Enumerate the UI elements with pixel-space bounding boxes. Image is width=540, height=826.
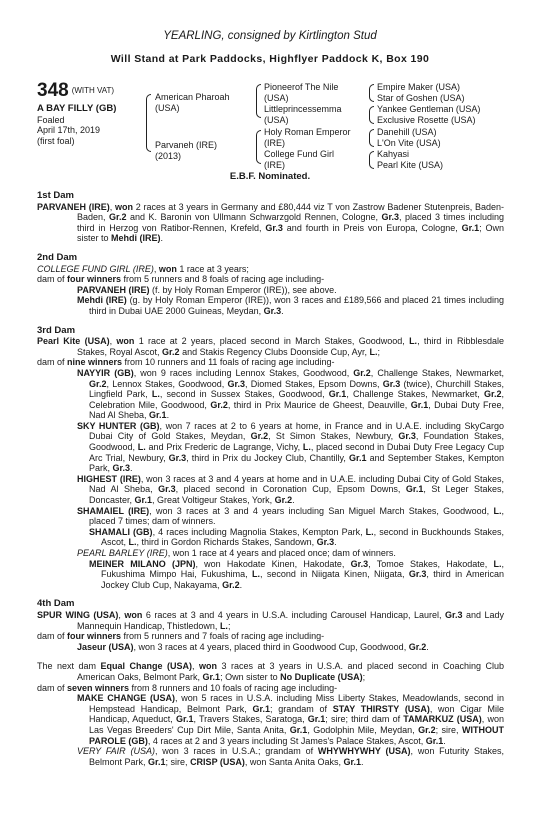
second-dam-produce: dam of four winners from 5 runners and 8 foals of racing age including- (37, 274, 325, 285)
pedigree-brace (146, 94, 151, 152)
lot-number (37, 81, 157, 101)
lot-info (37, 81, 157, 146)
second-dam-mehdi: Mehdi (IRE) (g. by Holy Roman Emperor (IRE)), won 3 races and £189,566 and placed 21 times including third in Dubai UAE 2000 Guineas, Meydan, Gr.3. (77, 295, 504, 316)
foaled-date: April 17th, 2019 (37, 125, 101, 135)
third-dam-title: 3rd Dam (37, 324, 76, 336)
next-dam-very-fair: VERY FAIR (USA), won 3 races in U.S.A.; grandam of WHYWHYWHY (USA), won Futurity Stakes, Belmont Park, Gr.1; sire, CRISP (USA), won Santa Anita Oaks, Gr.1. (77, 746, 504, 767)
sire-name: American Pharoah (155, 92, 230, 102)
fourth-dam-text: SPUR WING (USA), won 6 races at 3 and 4 years in U.S.A. including Carousel Handicap, Laurel, Gr.3 and Lady Mannequin Handicap, Thistledown, L.; (37, 609, 504, 631)
next-dam-produce: dam of seven winners from 8 runners and 10 foals of racing age including- (37, 682, 338, 693)
gen3-dam-dam (377, 149, 443, 170)
dam-dam-line2: (IRE) (264, 159, 285, 170)
stand-location: Will Stand at Park Paddocks, Highflyer Paddock K, Box 190 (110, 53, 430, 65)
dam-year: (2013) (155, 150, 182, 161)
sd-brace (369, 106, 374, 124)
ds-brace (369, 129, 374, 147)
sdd: Exclusive Rosette (USA) (377, 114, 476, 125)
sire-dam-line2: (USA) (264, 114, 289, 125)
dam-dam (264, 149, 334, 170)
next-dam-text: The next dam Equal Change (USA), won 3 races at 3 years in U.S.A. and placed second in Coaching Club American Oaks, Belmont Park, Gr.1; Own sister to No Duplicate (USA); (37, 661, 504, 682)
second-dam-parvaneh: PARVANEH (IRE) (f. by Holy Roman Emperor (IRE)), see above. (77, 284, 337, 295)
lot-sex: A BAY FILLY (GB) (37, 103, 117, 114)
ssd: Star of Goshen (USA) (377, 92, 465, 103)
dam-sire (264, 127, 351, 148)
sire-sire-line1: Pioneerof The Nile (264, 82, 339, 92)
gen3-dam-sire (377, 127, 441, 148)
fourth-dam-jaseur: Jaseur (USA), won 3 races at 4 years, placed third in Goodwood Cup, Goodwood, Gr.2. (77, 641, 429, 652)
gen3-sire-dam (377, 104, 480, 125)
third-dam-sky-hunter: SKY HUNTER (GB), won 7 races at 2 to 6 years at home, in France and in U.A.E. including SkyCargo Dubai City of Gold Stakes, Meydan, Gr.2, St Simon Stakes, Newbury, Gr.3, Foundation Stakes, Goodwood, L. and Prix Frederic de Lagrange, Vichy, L., placed second in Dubai Duty Free Legacy Cup Arc Trial, Newbury, Gr.3, third in Prix du Jockey Club, Chantilly, Gr.1 and September Stakes, Kempton Park, Gr.3. (77, 420, 504, 474)
first-dam-title: 1st Dam (37, 190, 74, 201)
third-dam-shamali: SHAMALI (GB), 4 races including Magnolia Stakes, Kempton Park, L., second in Buckhounds Stakes, Ascot, L., third in Gordon Richards Stakes, Sandown, Gr.3. (89, 526, 504, 548)
dds: Kahyasi (377, 149, 410, 159)
third-dam-text: Pearl Kite (USA), won 1 race at 2 years, placed second in March Stakes, Goodwood, L., third in Ribblesdale Stakes, Royal Ascot, Gr.2 and Stakis Regency Clubs Doonside Cup, Ayr, L.; (37, 336, 504, 357)
dss: Danehill (USA) (377, 127, 437, 137)
sire (155, 92, 230, 113)
first-dam-text: PARVANEH (IRE), won 2 races at 3 years in Germany and £80,444 viz T von Zastrow Badener Stutenpreis, Baden-Baden, Gr.2 and K. Baronin von Ullmann Schwarzgold Rennen, Cologne, Gr.3, placed 3 times including third in Herzog von Ratibor-Rennen, Krefeld, Gr.3 and fourth in Preis von Europa, Cologne, Gr.1; Own sister to Mehdi (IRE). (37, 201, 504, 244)
sire-country: (USA) (155, 102, 180, 113)
second-dam-title: 2nd Dam (37, 251, 78, 263)
third-dam-pearl-barley: PEARL BARLEY (IRE), won 1 race at 4 years and placed once; dam of winners. (77, 548, 396, 558)
dam-sire-line2: (IRE) (264, 137, 285, 148)
dam-sire-line1: Holy Roman Emperor (264, 127, 351, 137)
foal-note: (first foal) (37, 135, 75, 146)
ebf-nominated: E.B.F. Nominated. (229, 171, 311, 182)
second-dam-text: COLLEGE FUND GIRL (IRE), won 1 race at 3 years; (37, 263, 249, 274)
sire-dam-line1: Littleprincessemma (264, 104, 342, 114)
pedigree-notes (37, 191, 504, 767)
next-dam-make-change: MAKE CHANGE (USA), won 5 races in U.S.A. including Miss Liberty Stakes, Meadowlands, second in Hempstead Handicap, Belmont Park, Gr.1; grandam of STAY THIRSTY (USA), won Cigar Mile Handicap, Aqueduct, Gr.1, Travers Stakes, Saratoga, Gr.1; sire; third dam of TAMARKUZ (USA), won Las Vegas Breeders' Cup Dirt Mile, Santa Anita, Gr.1, Godolphin Mile, Meydan, Gr.2; sire, WITHOUT PAROLE (GB), 4 races at 2 and 3 years including St James's Palace Stakes, Ascot, Gr.1. (77, 693, 505, 746)
fourth-dam-title: 4th Dam (37, 598, 75, 610)
ss-brace (369, 84, 374, 102)
dam-name: Parvaneh (IRE) (155, 140, 218, 150)
foaled-label: Foaled (37, 114, 65, 125)
lot-number-value: 348 (37, 80, 69, 101)
fourth-dam-produce: dam of four winners from 5 runners and 7 foals of racing age including- (37, 631, 325, 642)
sire-sire-line2: (USA) (264, 92, 289, 103)
sire-brace (256, 84, 261, 118)
third-dam-highest: HIGHEST (IRE), won 3 races at 3 and 4 years at home and in U.A.E. including Dubai City of Gold Stakes, Nad Al Sheba, Gr.3, placed second in Coronation Cup, Epsom Downs, Gr.1, St Leger Stakes, Doncaster, Gr.1, Great Voltigeur Stakes, York, Gr.2. (77, 473, 504, 506)
consignor-line: YEARLING, consigned by Kirtlington Stud (163, 30, 377, 42)
sire-dam (264, 104, 342, 125)
sds: Yankee Gentleman (USA) (377, 104, 481, 114)
gen3-sire-sire (377, 82, 465, 103)
dam (155, 140, 217, 161)
third-dam-shamaiel: SHAMAIEL (IRE), won 3 races at 3 and 4 years including San Miguel March Stakes, Goodwood, L., placed 7 times; dam of winners. (77, 505, 504, 527)
third-dam-produce: dam of nine winners from 10 runners and 11 foals of racing age including- (37, 357, 335, 368)
vat-note: (WITH VAT) (71, 86, 115, 95)
sire-sire (264, 82, 338, 103)
dd-brace (369, 151, 374, 169)
dam-brace (256, 130, 261, 164)
dam-dam-line1: College Fund Girl (264, 149, 335, 159)
sss: Empire Maker (USA) (377, 82, 461, 92)
ddd: Pearl Kite (USA) (377, 159, 444, 170)
third-dam-nayyir: NAYYIR (GB), won 9 races including Lennox Stakes, Goodwood, Gr.2, Challenge Stakes, Newmarket, Gr.2, Lennox Stakes, Goodwood, Gr.3, Diomed Stakes, Epsom Downs, Gr.3 (twice), Churchill Stakes, Lingfield Park, L., second in Sussex Stakes, Goodwood, Gr.1, Challenge Stakes, Newmarket, Gr.2, Celebration Mile, Goodwood, Gr.2, third in Prix Maurice de Gheest, Deauville, Gr.1, Dubai Duty Free, Nad Al Sheba, Gr.1. (77, 367, 505, 421)
dsd: L'On Vite (USA) (377, 137, 441, 148)
third-dam-meiner-milano: MEINER MILANO (JPN), won Hakodate Kinen, Hakodate, Gr.3, Tomoe Stakes, Hakodate, L., Fukushima Mimpo Hai, Fukushima, L., second in Niigata Kinen, Niigata, Gr.3, third in American Jockey Club Cup, Nakayama, Gr.2. (89, 558, 505, 590)
